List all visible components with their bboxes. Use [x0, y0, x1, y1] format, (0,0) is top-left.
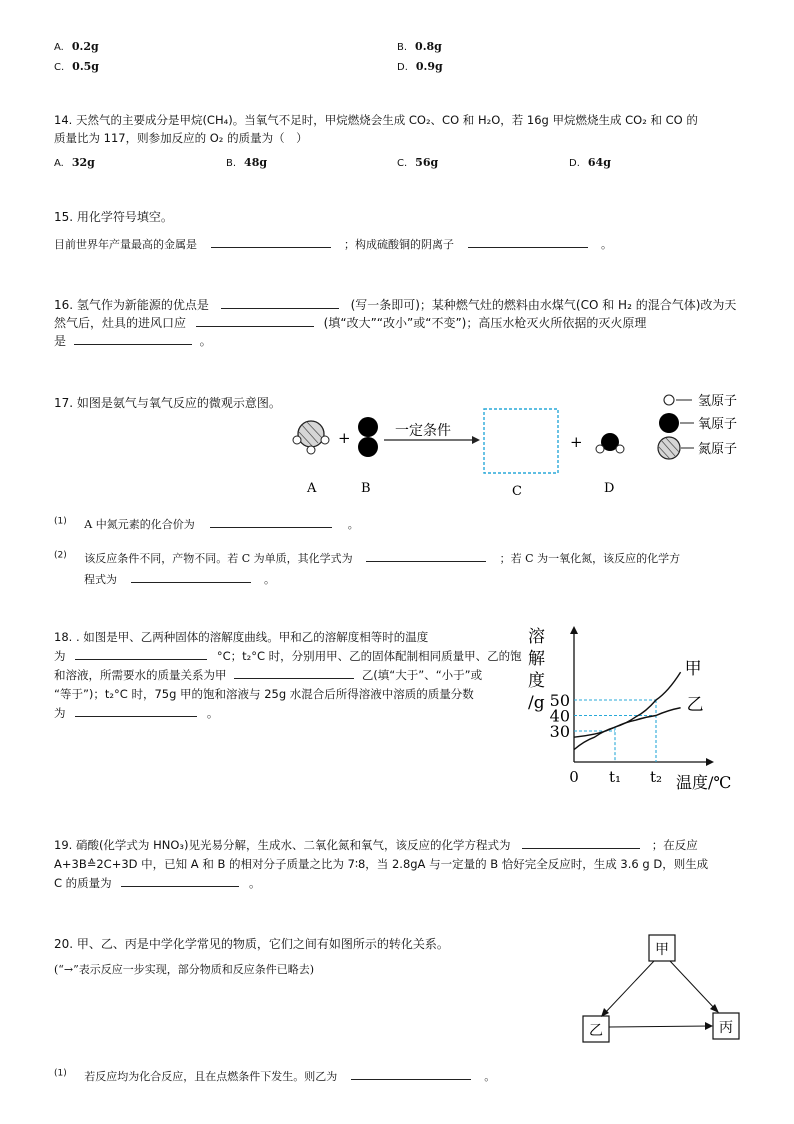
q17-title: 17. 如图是氨气与氧气反应的微观示意图。: [54, 396, 281, 410]
q18-line2: 为 °C；t₂°C 时，分别用甲、乙的固体配制相同质量甲、乙的饱: [54, 649, 522, 663]
q20-diagram: [576, 930, 746, 1048]
q17-sub1: $^{(1)}$ A 中氮元素的化合价为 。: [54, 516, 359, 531]
legend-nitrogen: 氮原子: [698, 442, 738, 457]
box-c: [484, 409, 558, 473]
q13-option-b: B. 0.8g: [397, 40, 442, 53]
q19-blank-2[interactable]: [121, 874, 239, 887]
q19-line3: C 的质量为 。: [54, 876, 261, 890]
q16-blank-2[interactable]: [196, 314, 314, 327]
q17-sub2-line1: $^{(2)}$ 该反应条件不同，产物不同。若 C 为单质，其化学式为 ；若 C 为一氧化氮，该反应的化学方: [54, 550, 681, 565]
q19-blank-1[interactable]: [522, 836, 640, 849]
label-a: A: [307, 481, 317, 496]
legend-oxygen: 氧原子: [698, 417, 738, 432]
y-axis-arrow: [570, 626, 578, 634]
series-jia-line: [574, 672, 681, 737]
q16-line2: 然气后，灶具的进风口应 (填“改大”“改小”或“不变”)；高压水枪灭火所依据的灭火原理: [54, 316, 647, 330]
q20-title: 20. 甲、乙、丙是中学化学常见的物质，它们之间有如图所示的转化关系。: [54, 937, 449, 951]
y-tick-50: 50: [549, 691, 570, 710]
legend-hydrogen: 氢原子: [698, 394, 738, 409]
q15-blank-2[interactable]: [468, 235, 588, 248]
label-b: B: [361, 481, 371, 496]
q18-blank-1[interactable]: [75, 647, 207, 660]
svg-text:乙: 乙: [589, 1023, 603, 1039]
label-c: C: [512, 484, 522, 499]
plus-1: +: [338, 429, 351, 447]
y-tick-40: 40: [549, 706, 570, 726]
solubility-chart: [518, 622, 750, 794]
molecule-d-icon: [596, 433, 624, 453]
q20-sub1: $^{(1)}$ 若反应均为化合反应，且在点燃条件下发生。则乙为 。: [54, 1068, 496, 1083]
q14-option-d: D. 64g: [569, 156, 611, 169]
q14-option-a: A. 32g: [54, 156, 95, 169]
q17-blank-2[interactable]: [366, 549, 486, 562]
x-axis-label: 温度/℃: [676, 773, 732, 792]
q14-option-b: B. 48g: [226, 156, 268, 169]
q19-line2: A+3B≙2C+3D 中，已知 A 和 B 的相对分子质量之比为 7∶8，当 2.8gA 与一定量的 B 恰好完全反应时，生成 3.6 g D，则生成: [54, 857, 709, 871]
q17-sub2-line2: 程式为 。: [84, 570, 275, 587]
q20-blank-1[interactable]: [351, 1067, 471, 1080]
q17-blank-1[interactable]: [210, 515, 332, 528]
q13-option-a: A. 0.2g: [54, 40, 99, 53]
label-d: D: [604, 481, 615, 496]
svg-text:甲: 甲: [655, 942, 669, 958]
q16-blank-3[interactable]: [74, 332, 192, 345]
q15-title: 15. 用化学符号填空。: [54, 210, 173, 224]
q14-line2: 质量比为 117，则参加反应的 O₂ 的质量为（ ）: [54, 131, 308, 145]
series-label-yi: 乙: [686, 694, 704, 715]
svg-text:丙: 丙: [719, 1020, 733, 1036]
series-yi-line: [574, 708, 681, 750]
q18-line5: 为 。: [54, 706, 219, 720]
arrow-label: 一定条件: [395, 423, 451, 439]
q13-option-c: C. 0.5g: [54, 60, 100, 73]
molecule-a-icon: [293, 421, 329, 454]
q18-line3: 和溶液，所需要水的质量关系为甲 乙(填“大于”、“小于”或: [54, 668, 483, 682]
q18-blank-3[interactable]: [75, 704, 197, 717]
x-tick-t1: t₁: [608, 768, 622, 786]
q18-line1: 18. . 如图是甲、乙两种固体的溶解度曲线。甲和乙的溶解度相等时的温度: [54, 630, 429, 644]
y-tick-30: 30: [549, 722, 570, 741]
q17-blank-3[interactable]: [131, 570, 251, 583]
q16-line1: 16. 氢气作为新能源的优点是 (写一条即可)；某种燃气灶的燃料由水煤气(CO 和 H₂ 的混合气体)改为天: [54, 298, 737, 312]
q18-line4: “等于”)；t₂°C 时，75g 甲的饱和溶液与 25g 水混合后所得溶液中溶质的质量分数: [54, 687, 474, 701]
q15-body: 目前世界年产量最高的金属是 ；构成硫酸铜的阴离子 。: [54, 235, 612, 252]
y-axis-label-2: 度: [528, 671, 545, 691]
q17-diagram: [280, 385, 780, 503]
x-tick-0: 0: [569, 768, 579, 786]
q18-blank-2[interactable]: [234, 666, 354, 679]
x-axis-arrow: [706, 758, 714, 766]
q16-blank-1[interactable]: [221, 296, 339, 309]
q16-line3: 是 。: [54, 334, 212, 348]
q13-option-d: D. 0.9g: [397, 60, 443, 73]
y-axis-label-3: /g: [528, 693, 545, 713]
molecule-b-icon: [358, 417, 378, 457]
q20-note: (“→”表示反应一步实现，部分物质和反应条件已略去): [54, 963, 315, 976]
q14-option-c: C. 56g: [397, 156, 439, 169]
plus-2: +: [570, 433, 583, 451]
q19-line1: 19. 硝酸(化学式为 HNO₃)见光易分解，生成水、二氧化氮和氧气，该反应的化学方程式为 ；在反应: [54, 838, 698, 852]
y-axis-label-0: 溶: [528, 627, 545, 647]
q14-line1: 14. 天然气的主要成分是甲烷(CH₄)。当氧气不足时，甲烷燃烧会生成 CO₂、CO 和 H₂O，若 16g 甲烷燃烧生成 CO₂ 和 CO 的: [54, 113, 698, 127]
x-tick-t2: t₂: [649, 768, 663, 786]
series-label-jia: 甲: [684, 659, 702, 680]
q15-blank-1[interactable]: [211, 235, 331, 248]
y-axis-label-1: 解: [528, 649, 545, 669]
